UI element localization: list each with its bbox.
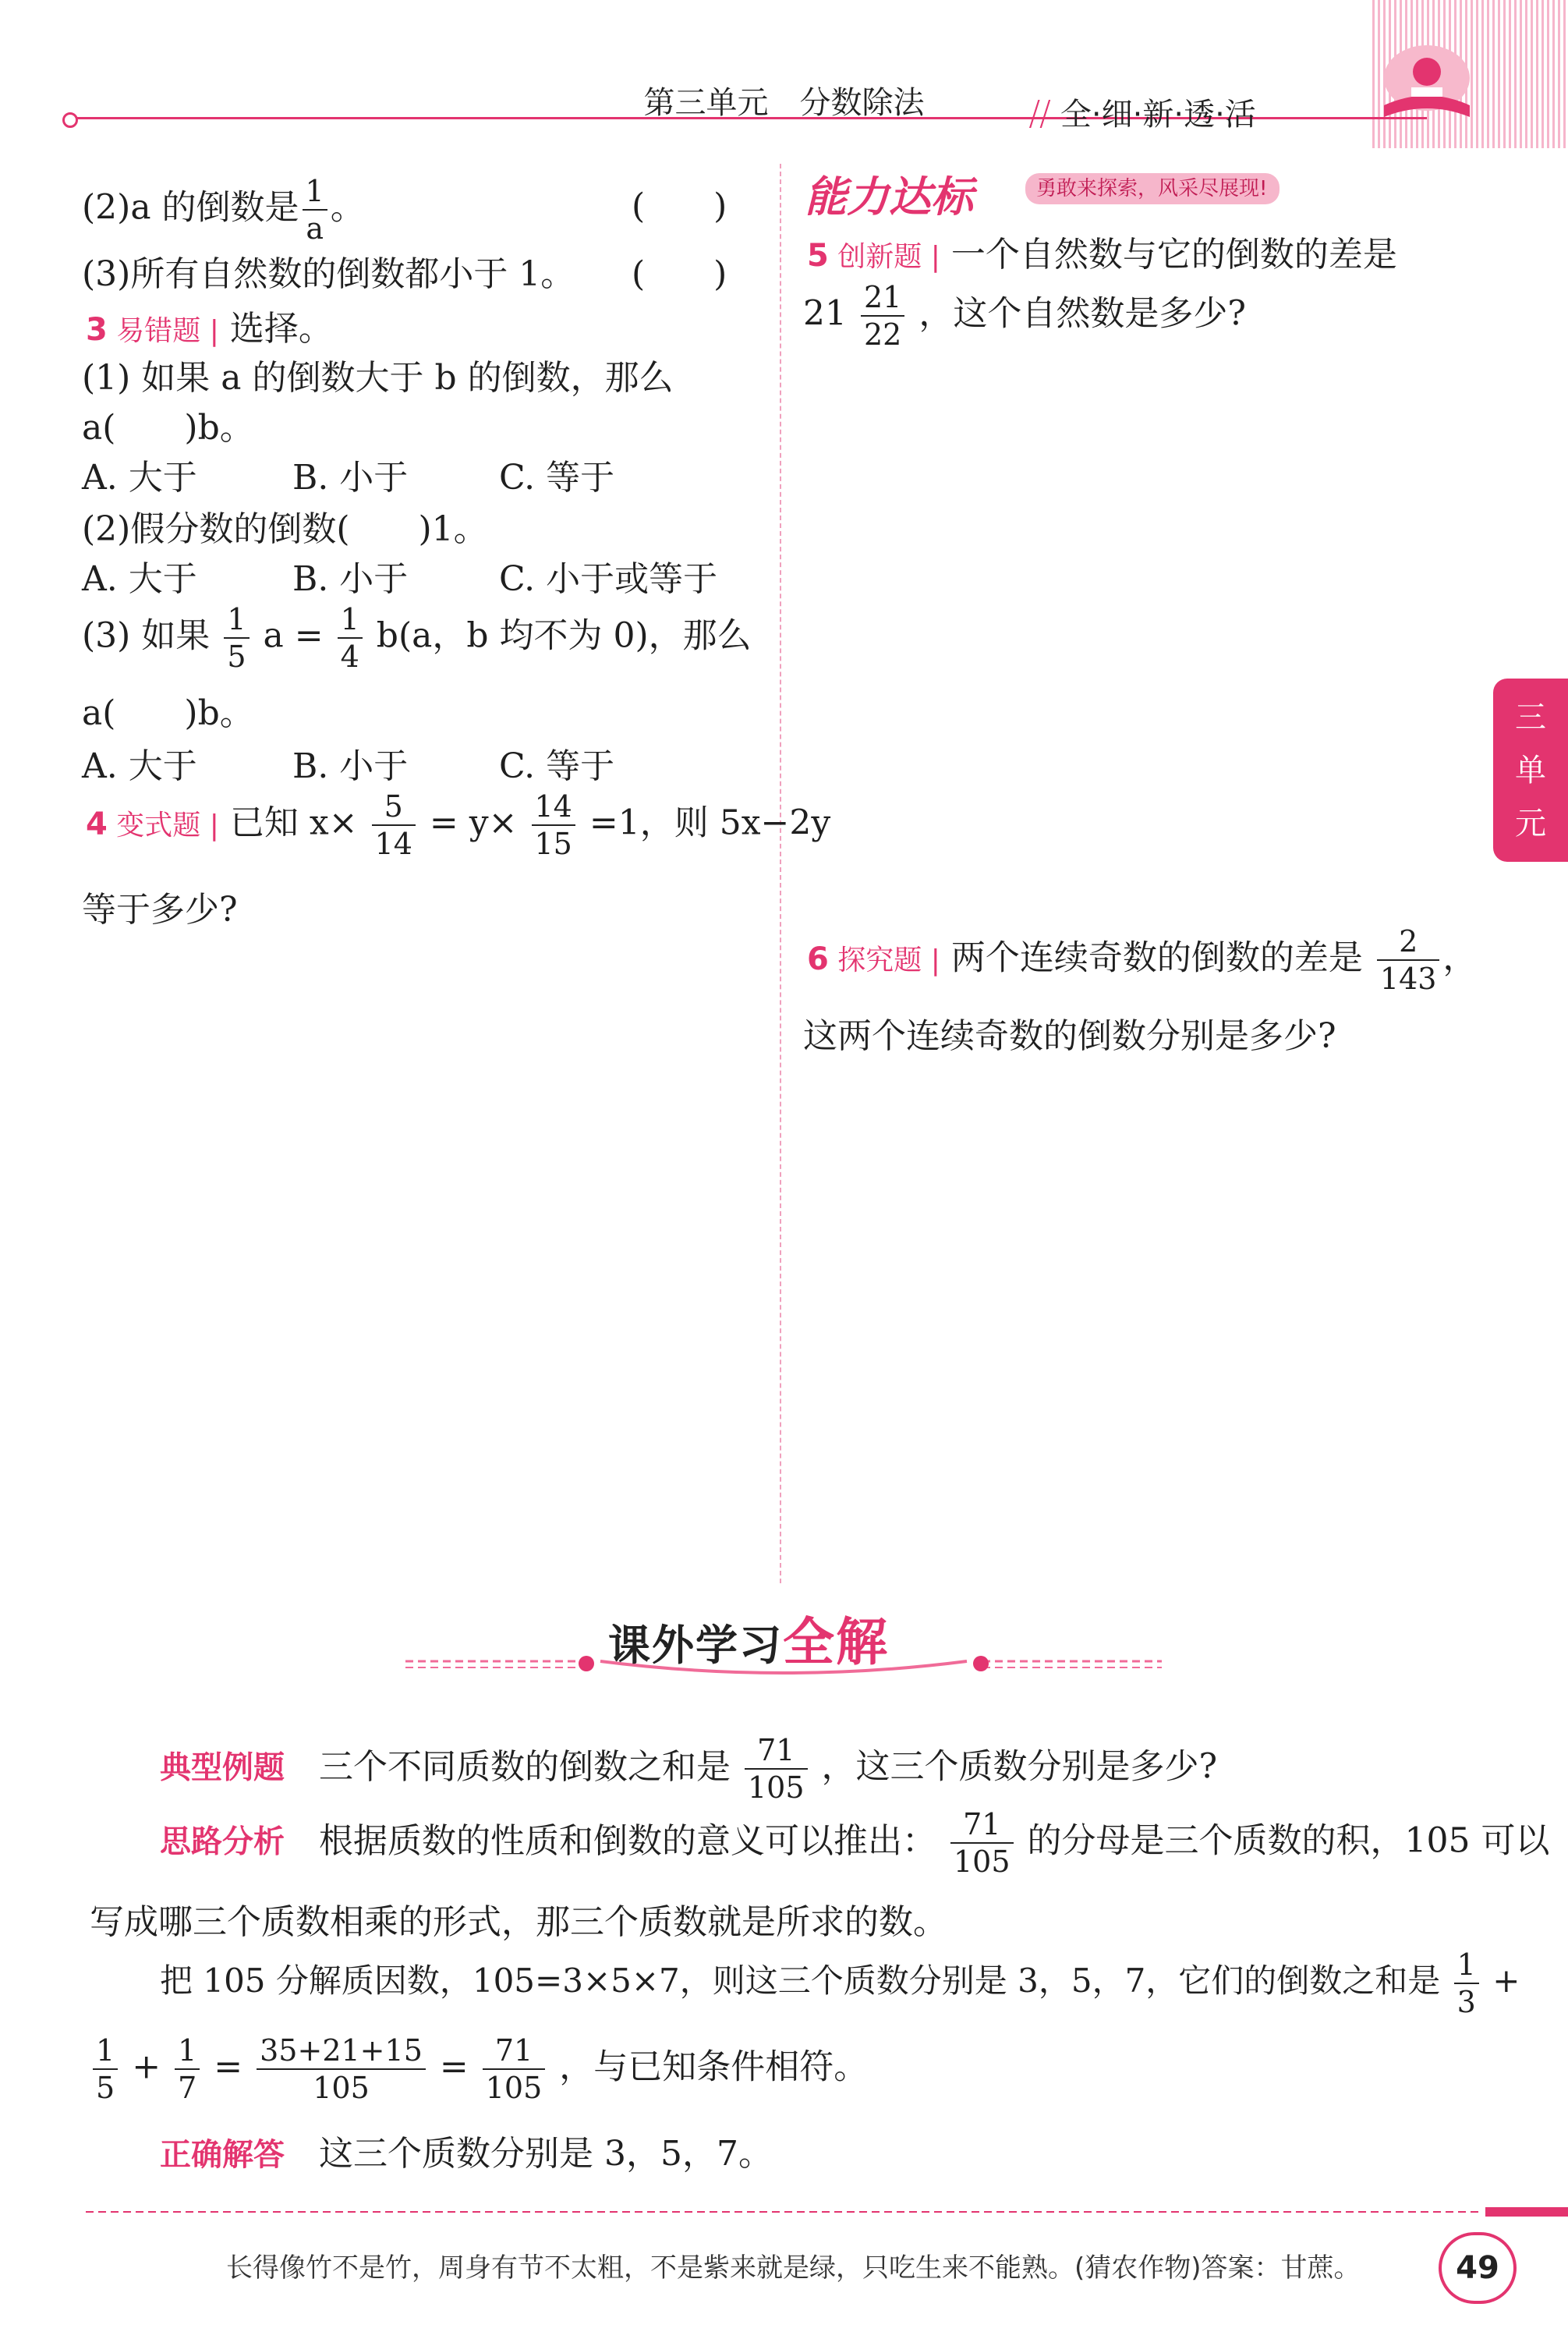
q3-part-1: (1) 如果 a 的倒数大于 b 的倒数，那么: [82, 358, 674, 398]
option-c[interactable]: C. 等于: [499, 746, 615, 786]
fraction: $\frac{71}{105}$: [483, 2036, 546, 2103]
example-label: 典型例题: [160, 1749, 285, 1786]
option-c[interactable]: C. 小于或等于: [499, 559, 718, 599]
fraction: $\frac{1}{5}$: [224, 604, 249, 672]
fraction: $\frac{1}{7}$: [175, 2036, 200, 2103]
question-2-part-3: (3)所有自然数的倒数都小于 1。: [82, 254, 575, 294]
option-a[interactable]: A. 大于: [82, 559, 197, 599]
question-3-header: 3 易错题 | 选择。: [86, 309, 333, 349]
fraction: $\frac{71}{105}$: [950, 1809, 1014, 1877]
option-b[interactable]: B. 小于: [292, 559, 409, 599]
ability-section-title: 能力达标: [805, 172, 973, 221]
q3-part-2: (2)假分数的倒数( )1。: [82, 509, 488, 549]
solution-line-2: $\frac{1}{5}$ + $\frac{1}{7}$ = $\frac{35+21+15}{105}$ = $\frac{71}{105}$ ，与已知条件相符。: [90, 2036, 868, 2103]
fraction: $\frac{1}{5}$: [93, 2036, 118, 2103]
option-b[interactable]: B. 小于: [292, 458, 409, 498]
question-5: 5 创新题 | 一个自然数与它的倒数的差是: [807, 235, 1397, 275]
q3-part-3: (3) 如果 $\frac{1}{5}$ a = $\frac{1}{4}$ b(a，b 均不为 0)，那么: [82, 602, 752, 674]
fraction: $\frac{35+21+15}{105}$: [257, 2036, 426, 2103]
option-b[interactable]: B. 小于: [292, 746, 409, 786]
fraction: $\frac{1}{a}$: [303, 176, 327, 243]
question-6-line-2: 这两个连续奇数的倒数分别是多少?: [803, 1016, 1336, 1056]
question-4: 4 变式题 | 已知 x× $\frac{5}{14}$ = y× $\frac{14}{15}$ =1，则 5x−2y: [86, 789, 831, 861]
page-number: 49: [1439, 2232, 1517, 2304]
fraction: $\frac{2}{143}$: [1377, 927, 1440, 994]
fraction: $\frac{5}{14}$: [372, 792, 416, 859]
column-divider: [780, 164, 781, 1583]
fraction: $\frac{71}{105}$: [745, 1735, 808, 1802]
analysis: 思路分析 根据质数的性质和倒数的意义可以推出： $\frac{71}{105}$ 的分母是三个质数的积，105 可以: [160, 1807, 1550, 1879]
q3-part-3-blank: a( )b。: [82, 693, 254, 733]
question-2-part-2: (2)a 的倒数是 $\frac{1}{a}$ 。: [82, 174, 365, 246]
footer-accent-bar: [1485, 2207, 1568, 2217]
footer-riddle: 长得像竹不是竹，周身有节不太粗，不是紫来就是绿，只吃生来不能熟。(猜农作物)答案：甘蔗。: [226, 2252, 1361, 2284]
question-tag: 3 易错题 |: [86, 312, 219, 348]
answer-blank[interactable]: ( ): [632, 254, 727, 294]
fraction: $\frac{21}{22}$: [861, 282, 904, 349]
unit-side-tab[interactable]: 三 单 元: [1493, 679, 1568, 862]
question-tag: 4 变式题 |: [86, 806, 219, 842]
option-a[interactable]: A. 大于: [82, 458, 197, 498]
question-6: 6 探究题 | 两个连续奇数的倒数的差是 $\frac{2}{143}$ ，: [807, 924, 1478, 996]
extra-section-title: 课外学习全解: [608, 1612, 889, 1672]
fraction: $\frac{1}{3}$: [1454, 1950, 1479, 2017]
answer-blank[interactable]: ( ): [632, 186, 727, 226]
answer-label: 正确解答: [160, 2137, 285, 2173]
question-5-line-2: 21 $\frac{21}{22}$ ，这个自然数是多少?: [803, 280, 1246, 352]
unit-title: 第三单元 分数除法: [643, 85, 925, 121]
ability-section-subtitle: 勇敢来探索，风采尽展现!: [1025, 173, 1280, 204]
example-problem: 典型例题 三个不同质数的倒数之和是 $\frac{71}{105}$ ，这三个质数分别是多少?: [160, 1733, 1218, 1805]
slash-icon: ⧸⧸: [1029, 97, 1060, 133]
analysis-label: 思路分析: [160, 1823, 285, 1860]
question-4-line-2: 等于多少?: [82, 890, 238, 930]
fraction: $\frac{1}{4}$: [338, 604, 363, 672]
fraction: $\frac{14}{15}$: [532, 792, 575, 859]
solution-line-1: 把 105 分解质因数，105=3×5×7，则这三个质数分别是 3，5，7，它们的倒数之和是 $\frac{1}{3}$ +: [160, 1947, 1520, 2019]
q3-part-1-blank: a( )b。: [82, 408, 254, 448]
question-tag: 6 探究题 |: [807, 941, 940, 977]
analysis-line-2: 写成哪三个质数相乘的形式，那三个质数就是所求的数。: [90, 1902, 947, 1942]
footer-rule: [86, 2211, 1481, 2213]
question-tag: 5 创新题 |: [807, 238, 940, 274]
option-c[interactable]: C. 等于: [499, 458, 615, 498]
option-a[interactable]: A. 大于: [82, 746, 197, 786]
slogan: ⧸⧸ 全·细·新·透·活: [1029, 97, 1256, 133]
answer: 正确解答 这三个质数分别是 3，5，7。: [160, 2134, 773, 2174]
